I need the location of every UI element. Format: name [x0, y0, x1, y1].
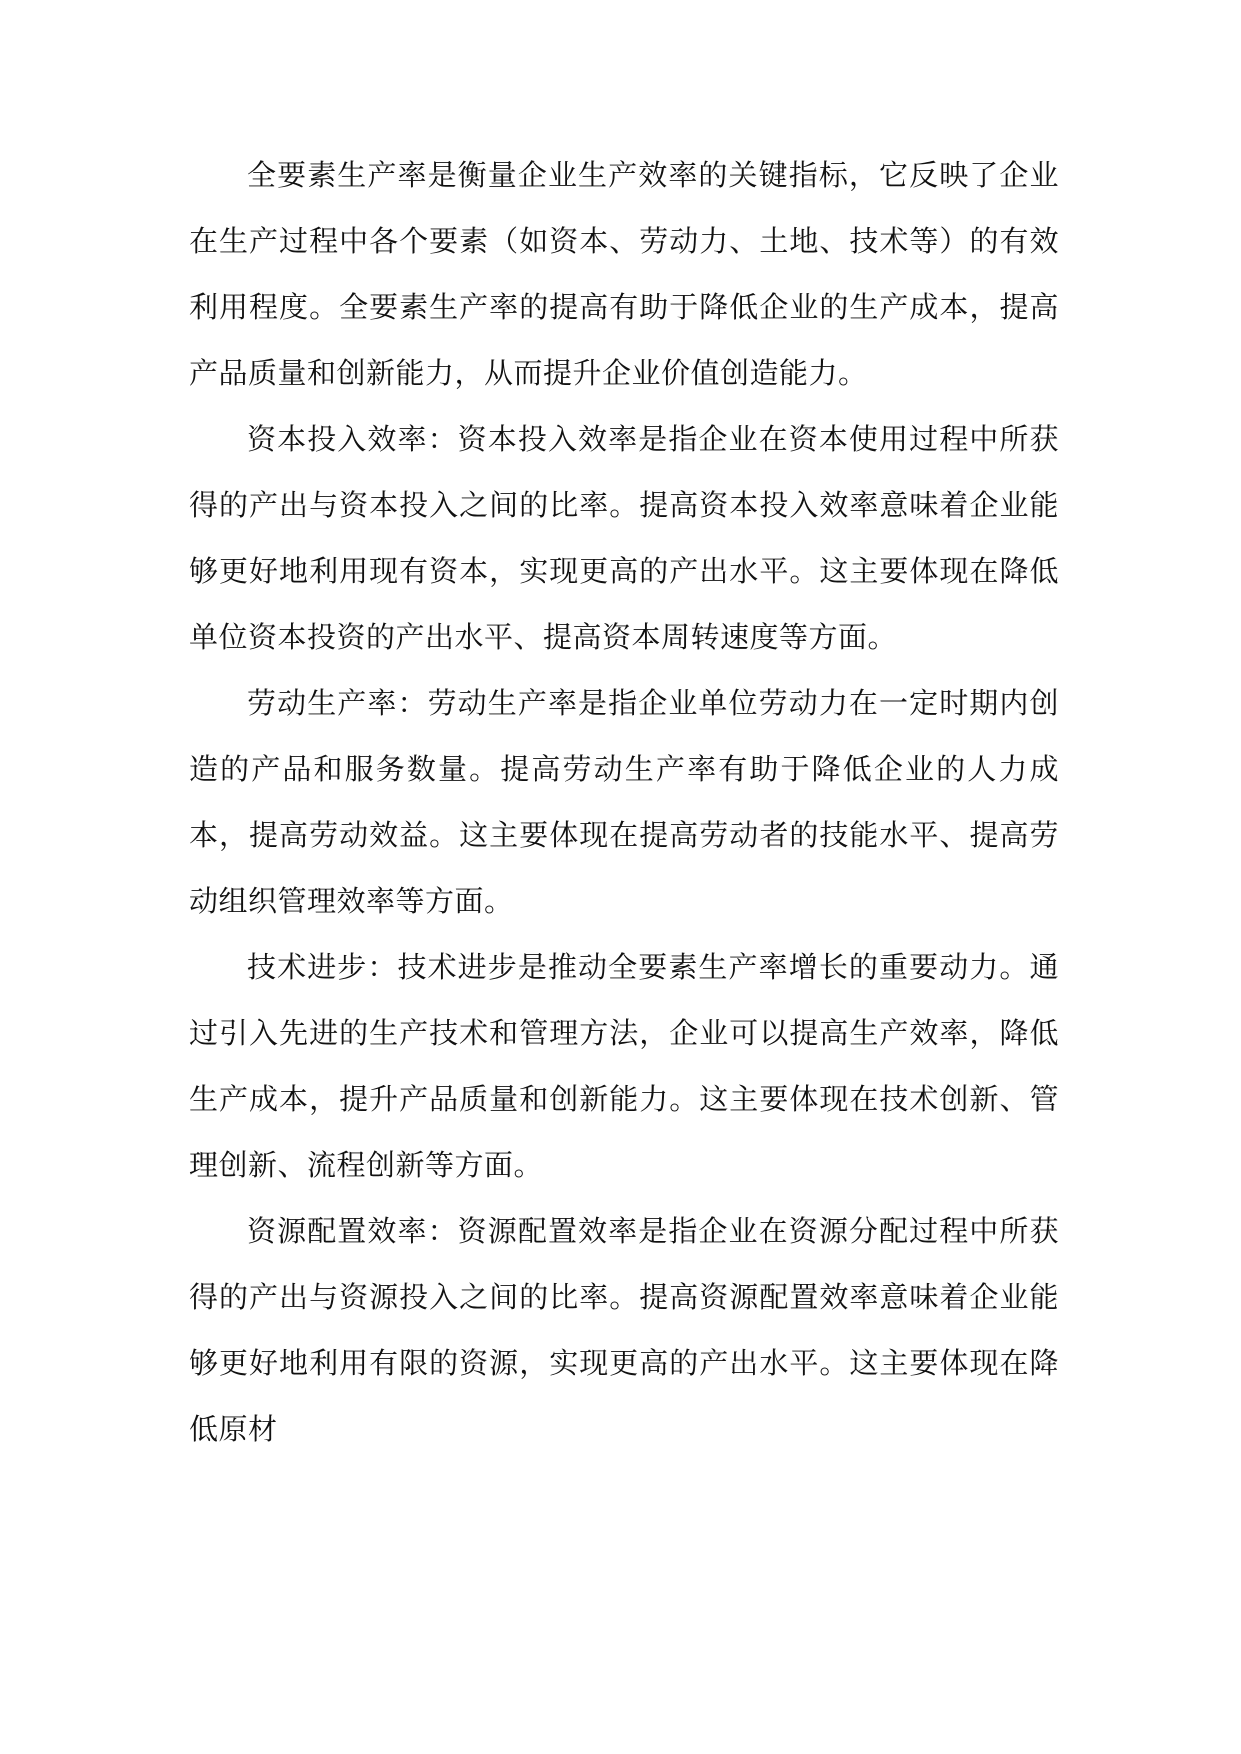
- paragraph-tech-progress: 技术进步：技术进步是推动全要素生产率增长的重要动力。通过引入先进的生产技术和管理方法，企业可以提高生产效率，降低生产成本，提升产品质量和创新能力。这主要体现在技术创新、管理创新、流程创新等方面。: [189, 950, 1059, 1182]
- document-body: [189, 142, 1059, 1462]
- paragraph-tfp: 全要素生产率是衡量企业生产效率的关键指标，它反映了企业在生产过程中各个要素（如资本、劳动力、土地、技术等）的有效利用程度。全要素生产率的提高有助于降低企业的生产成本，提高产品质量和创新能力，从而提升企业价值创造能力。: [189, 158, 1059, 390]
- paragraph-resource-allocation: 资源配置效率：资源配置效率是指企业在资源分配过程中所获得的产出与资源投入之间的比率。提高资源配置效率意味着企业能够更好地利用有限的资源，实现更高的产出水平。这主要体现在降低原材: [189, 1214, 1059, 1446]
- paragraph-labor-productivity: 劳动生产率：劳动生产率是指企业单位劳动力在一定时期内创造的产品和服务数量。提高劳动生产率有助于降低企业的人力成本，提高劳动效益。这主要体现在提高劳动者的技能水平、提高劳动组织管理效率等方面。: [189, 686, 1059, 918]
- paragraph-capital-efficiency: 资本投入效率：资本投入效率是指企业在资本使用过程中所获得的产出与资本投入之间的比率。提高资本投入效率意味着企业能够更好地利用现有资本，实现更高的产出水平。这主要体现在降低单位资本投资的产出水平、提高资本周转速度等方面。: [189, 422, 1059, 654]
